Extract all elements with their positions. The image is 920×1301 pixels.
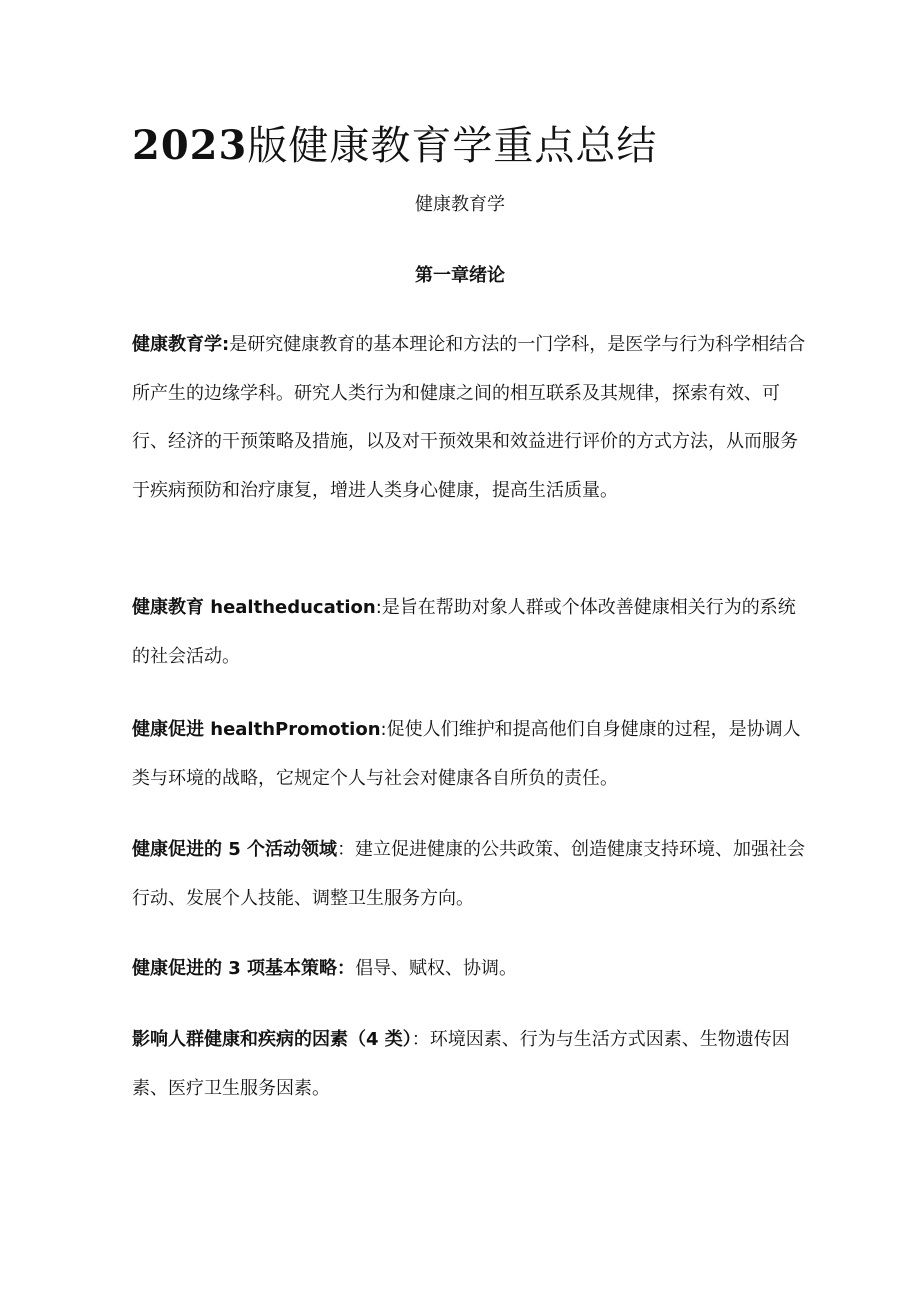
chapter-heading: 第一章绪论 [415,265,505,286]
paragraph-text: :促使人们维护和提高他们自身健康的过程，是协调人类与环境的战略，它规定个人与社会对健康各自所负的责任。 [132,719,801,789]
paragraph-term: 健康促进 healthPromotion [132,719,381,740]
paragraph-term: 健康促进的 5 个活动领域 [132,839,338,860]
paragraph-health-education-science [132,321,812,515]
title-year: 2023 [132,122,248,169]
document-subtitle: 健康教育学 [415,194,505,215]
paragraph-health-promotion [132,706,812,803]
paragraph-text: :是旨在帮助对象人群或个体改善健康相关行为的系统的社会活动。 [132,597,796,667]
paragraph-health-education [132,584,812,681]
paragraph-activity-areas [132,826,812,923]
paragraph-basic-strategies [132,945,812,994]
paragraph-text: 是研究健康教育的基本理论和方法的一门学科，是医学与行为科学相结合所产生的边缘学科。研究人类行为和健康之间的相互联系及其规律，探索有效、可行、经济的干预策略及措施，以及对干预效果和效益进行评价的方式方法，从而服务于疾病预防和治疗康复，增进人类身心健康，提高生活质量。 [132,334,806,501]
paragraph-term: 健康促进的 3 项基本策略： [132,958,356,979]
paragraph-health-factors [132,1016,812,1113]
paragraph-text: 倡导、赋权、协调。 [355,958,518,979]
title-text: 版健康教育学重点总结 [247,123,658,169]
paragraph-text: ：环境因素、行为与生活方式因素、生物遗传因素、医疗卫生服务因素。 [132,1029,790,1099]
paragraph-term: 健康教育学: [132,334,230,355]
paragraph-text: ：建立促进健康的公共政策、创造健康支持环境、加强社会行动、发展个人技能、调整卫生服务方向。 [132,839,806,909]
paragraph-term: 健康教育 healtheducation [132,597,376,618]
document-title [132,118,657,174]
paragraph-term: 影响人群健康和疾病的因素（4 类） [132,1029,412,1050]
